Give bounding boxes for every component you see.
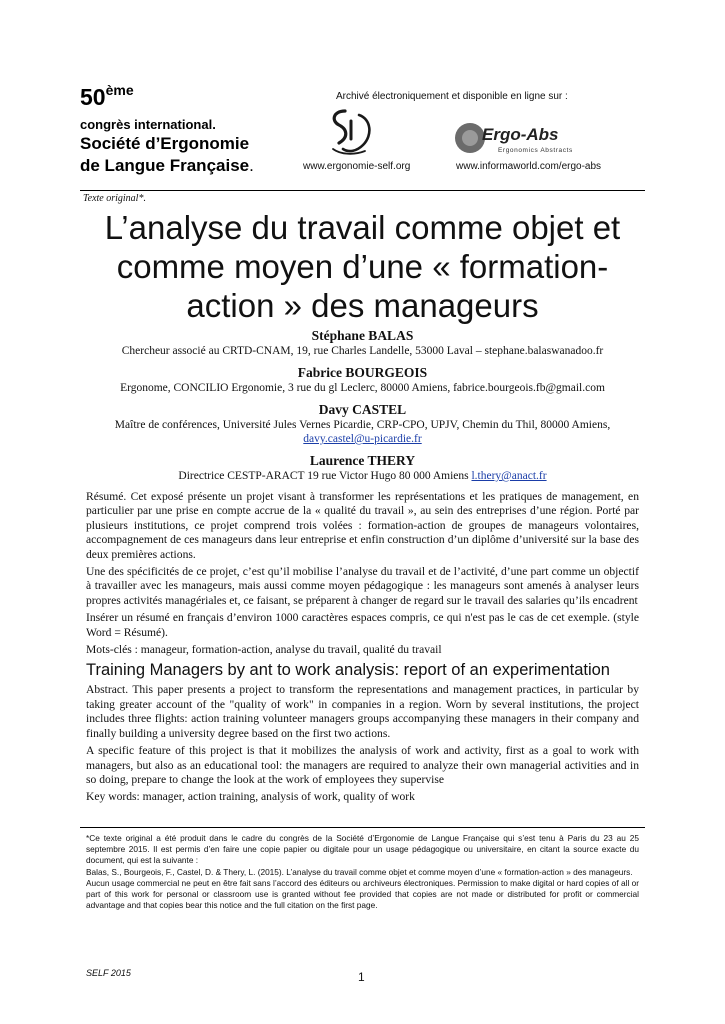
resume-paragraph: Insérer un résumé en français d’environ 1000 caractères espaces compris, ce qui n'est pas le cas de cet exemple. (style Word = Résumé).	[86, 611, 639, 639]
author-list	[80, 327, 645, 489]
resume-paragraph: Une des spécificités de ce projet, c’est qu’il mobilise l’analyse du travail et de l’activité, d’une part comme un objectif à travailler avec les manageurs, mais aussi comme moyen pédagogique : les manageurs sont amenés à analyser leurs propres activités managériales et, ce faisant, se préparent à changer de regard sur le travail des salaries qu’ils encadrent	[86, 565, 639, 607]
organization-name-line2: de Langue Française.	[80, 156, 254, 175]
conference-subtitle: congrès international.	[80, 117, 216, 132]
paper-body	[86, 490, 639, 808]
archive-notice: Archivé électroniquement et disponible en ligne sur :	[336, 91, 568, 102]
author-block	[80, 364, 645, 395]
self-website-link[interactable]: www.ergonomie-self.org	[303, 161, 411, 172]
author-name: Fabrice BOURGEOIS	[297, 365, 428, 380]
author-block	[80, 452, 645, 483]
author-affiliation: Directrice CESTP-ARACT 19 rue Victor Hugo 80 000 Amiens l.thery@anact.fr	[178, 470, 547, 482]
ergo-abs-website-link[interactable]: www.informaworld.com/ergo-abs	[456, 161, 602, 172]
footnote-paragraph: *Ce texte original a été produit dans le cadre du congrès de la Société d’Ergonomie de Langue Française qui s’est tenu à Paris du 23 au 25 septembre 2015. Il est permis d’en faire une copie papier ou digitale pour un usage pédagogique ou universitaire, en citant la source exacte du document, qui est la suivante :	[86, 833, 639, 866]
author-email-link[interactable]: l.thery@anact.fr	[471, 470, 547, 482]
resume-paragraph: Résumé. Cet exposé présente un projet visant à transformer les représentations et les pratiques de management, en particulier par une prise en compte accrue de la « qualité du travail », au sein des entreprises d’une région. Porté par plusieurs institutions, ce projet comprend trois volées : formation-action de groupes de manageurs volontaires, accompagnement de ces manageurs dans leur entreprise et enfin construction d’un diplôme d’université sur la base des deux premières actions.	[86, 490, 639, 561]
conference-block	[80, 84, 254, 176]
author-affiliation: Chercheur associé au CRTD-CNAM, 19, rue Charles Landelle, 53000 Laval – stephane.balaswanadoo.fr	[121, 345, 604, 357]
keywords-english: Key words: manager, action training, analysis of work, quality of work	[86, 790, 415, 804]
footnote	[86, 833, 639, 911]
author-name: Davy CASTEL	[318, 402, 407, 417]
author-name: Laurence THERY	[309, 453, 416, 468]
footnote-paragraph: Aucun usage commercial ne peut en être fait sans l’accord des éditeurs ou archiveurs électroniques. Permission to make digital or hard copies of all or part of this work for personal or classroom use is granted without fee provided that copies are not made or distributed for profit or commercial advantage and that copies bear this notice and the full citation on the first page.	[86, 877, 639, 911]
author-affiliation: Ergonome, CONCILIO Ergonomie, 3 rue du gl Leclerc, 80000 Amiens, fabrice.bourgeois.fb@gmail.com	[120, 382, 605, 394]
paper-title: L’analyse du travail comme objet et comme moyen d’une « formation-action » des manageurs	[104, 209, 621, 324]
page-header	[0, 0, 725, 195]
author-block	[80, 327, 645, 358]
original-text-note: Texte original*.	[83, 193, 146, 204]
organization-name-line1: Société d’Ergonomie	[80, 134, 250, 153]
conference-number: 50ème	[80, 82, 134, 110]
author-email-link[interactable]: davy.castel@u-picardie.fr	[303, 433, 422, 445]
abstract-paragraph: Abstract. This paper presents a project to transform the representations and management practices, in particular by taking greater account of the "quality of work" in companies in a region. Worn by several institutions, the project includes three flights: action training volunteer managers groups accompanying these managers in their company and finally building a university degree based on the first two actions.	[86, 683, 639, 740]
author-block	[80, 401, 645, 446]
keywords-french: Mots-clés : manageur, formation-action, analyse du travail, qualité du travail	[86, 643, 442, 657]
author-name: Stéphane BALAS	[311, 328, 414, 343]
footnote-divider	[80, 827, 645, 828]
footnote-citation: Balas, S., Bourgeois, F., Castel, D. & Thery, L. (2015). L’analyse du travail comme objet et comme moyen d’une « formation-action » des manageurs.	[86, 866, 633, 877]
author-affiliation: Maître de conférences, Université Jules Vernes Picardie, CRP-CPO, UPJV, Chemin du Thil, 80000 Amiens, davy.castel@u-picardie.fr	[114, 419, 611, 445]
english-title: Training Managers by ant to work analysis: report of an experimentation	[86, 661, 610, 680]
self-logo-icon	[325, 105, 381, 157]
ergo-logo-main: Ergo-Abs	[482, 125, 559, 144]
page-number: 1	[358, 970, 365, 984]
conference-number-suffix: ème	[105, 82, 134, 98]
abstract-paragraph: A specific feature of this project is that it mobilizes the analysis of work and activity, first as a goal to work with managers, but also as an educational tool: the managers are required to analyze their own managerial activities and in so doing, prepare to change the look at the work of employees they supervise	[86, 744, 639, 786]
ergo-logo-sub: Ergonomics Abstracts	[498, 147, 573, 154]
footer-label: SELF 2015	[86, 968, 131, 978]
header-divider	[80, 190, 645, 191]
ergo-abs-logo-icon	[452, 118, 592, 158]
